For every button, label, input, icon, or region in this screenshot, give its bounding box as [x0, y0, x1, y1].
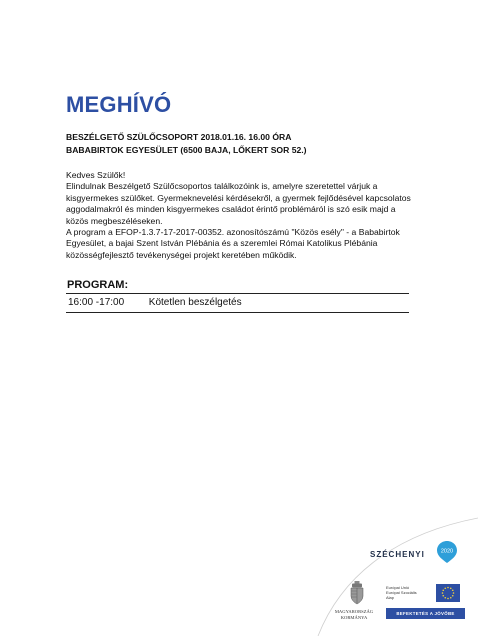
- event-location-line: BABABIRTOK EGYESÜLET (6500 BAJA, LŐKERT SOR 52.): [66, 144, 307, 155]
- page-title: MEGHÍVÓ: [66, 92, 172, 117]
- greeting: Kedves Szülők!: [66, 170, 126, 180]
- szechenyi-logo-text: SZÉCHENYI: [370, 550, 425, 559]
- program-heading: PROGRAM:: [67, 279, 129, 291]
- eu-fund-label: Európai Unió Európai Szociális Alap: [386, 585, 417, 600]
- government-logo-label: MAGYARORSZÁG KORMÁNYA: [334, 609, 374, 620]
- invest-future-banner: BEFEKTETÉS A JÖVŐBE: [386, 608, 465, 619]
- program-item-time: 16:00 -17:00: [68, 297, 125, 308]
- hungarian-crest-icon: [349, 581, 365, 605]
- program-item-activity: Kötetlen beszélgetés: [148, 297, 242, 308]
- project-paragraph: A program a EFOP-1.3.7-17-2017-00352. azonosítószámú "Közös esély" - a Bababirtok Egyesület, a bajai Szent István Plébánia és a szeremlei Római Katolikus Plébánia közösségfejlesztő tevékenységei projekt keretében működik.: [66, 227, 400, 260]
- szechenyi-year: 2020: [440, 548, 454, 555]
- eu-flag-icon: [436, 584, 460, 602]
- event-date-line: BESZÉLGETŐ SZÜLŐCSOPORT 2018.01.16. 16.00 ÓRA: [66, 132, 292, 142]
- intro-paragraph: Elindulnak Beszélgető Szülőcsoportos találkozóink is, amelyre szeretettel várjuk a kisgyermekes szülőket. Gyermeknevelési kérdésekről, a gyermek fejlődésével kapcsolatos aggodalmakról és minden kisgyermekes családot érintő problémáról is szó esik majd a közös megbeszéléseken.: [66, 181, 411, 226]
- szechenyi-pin-icon: [436, 540, 458, 564]
